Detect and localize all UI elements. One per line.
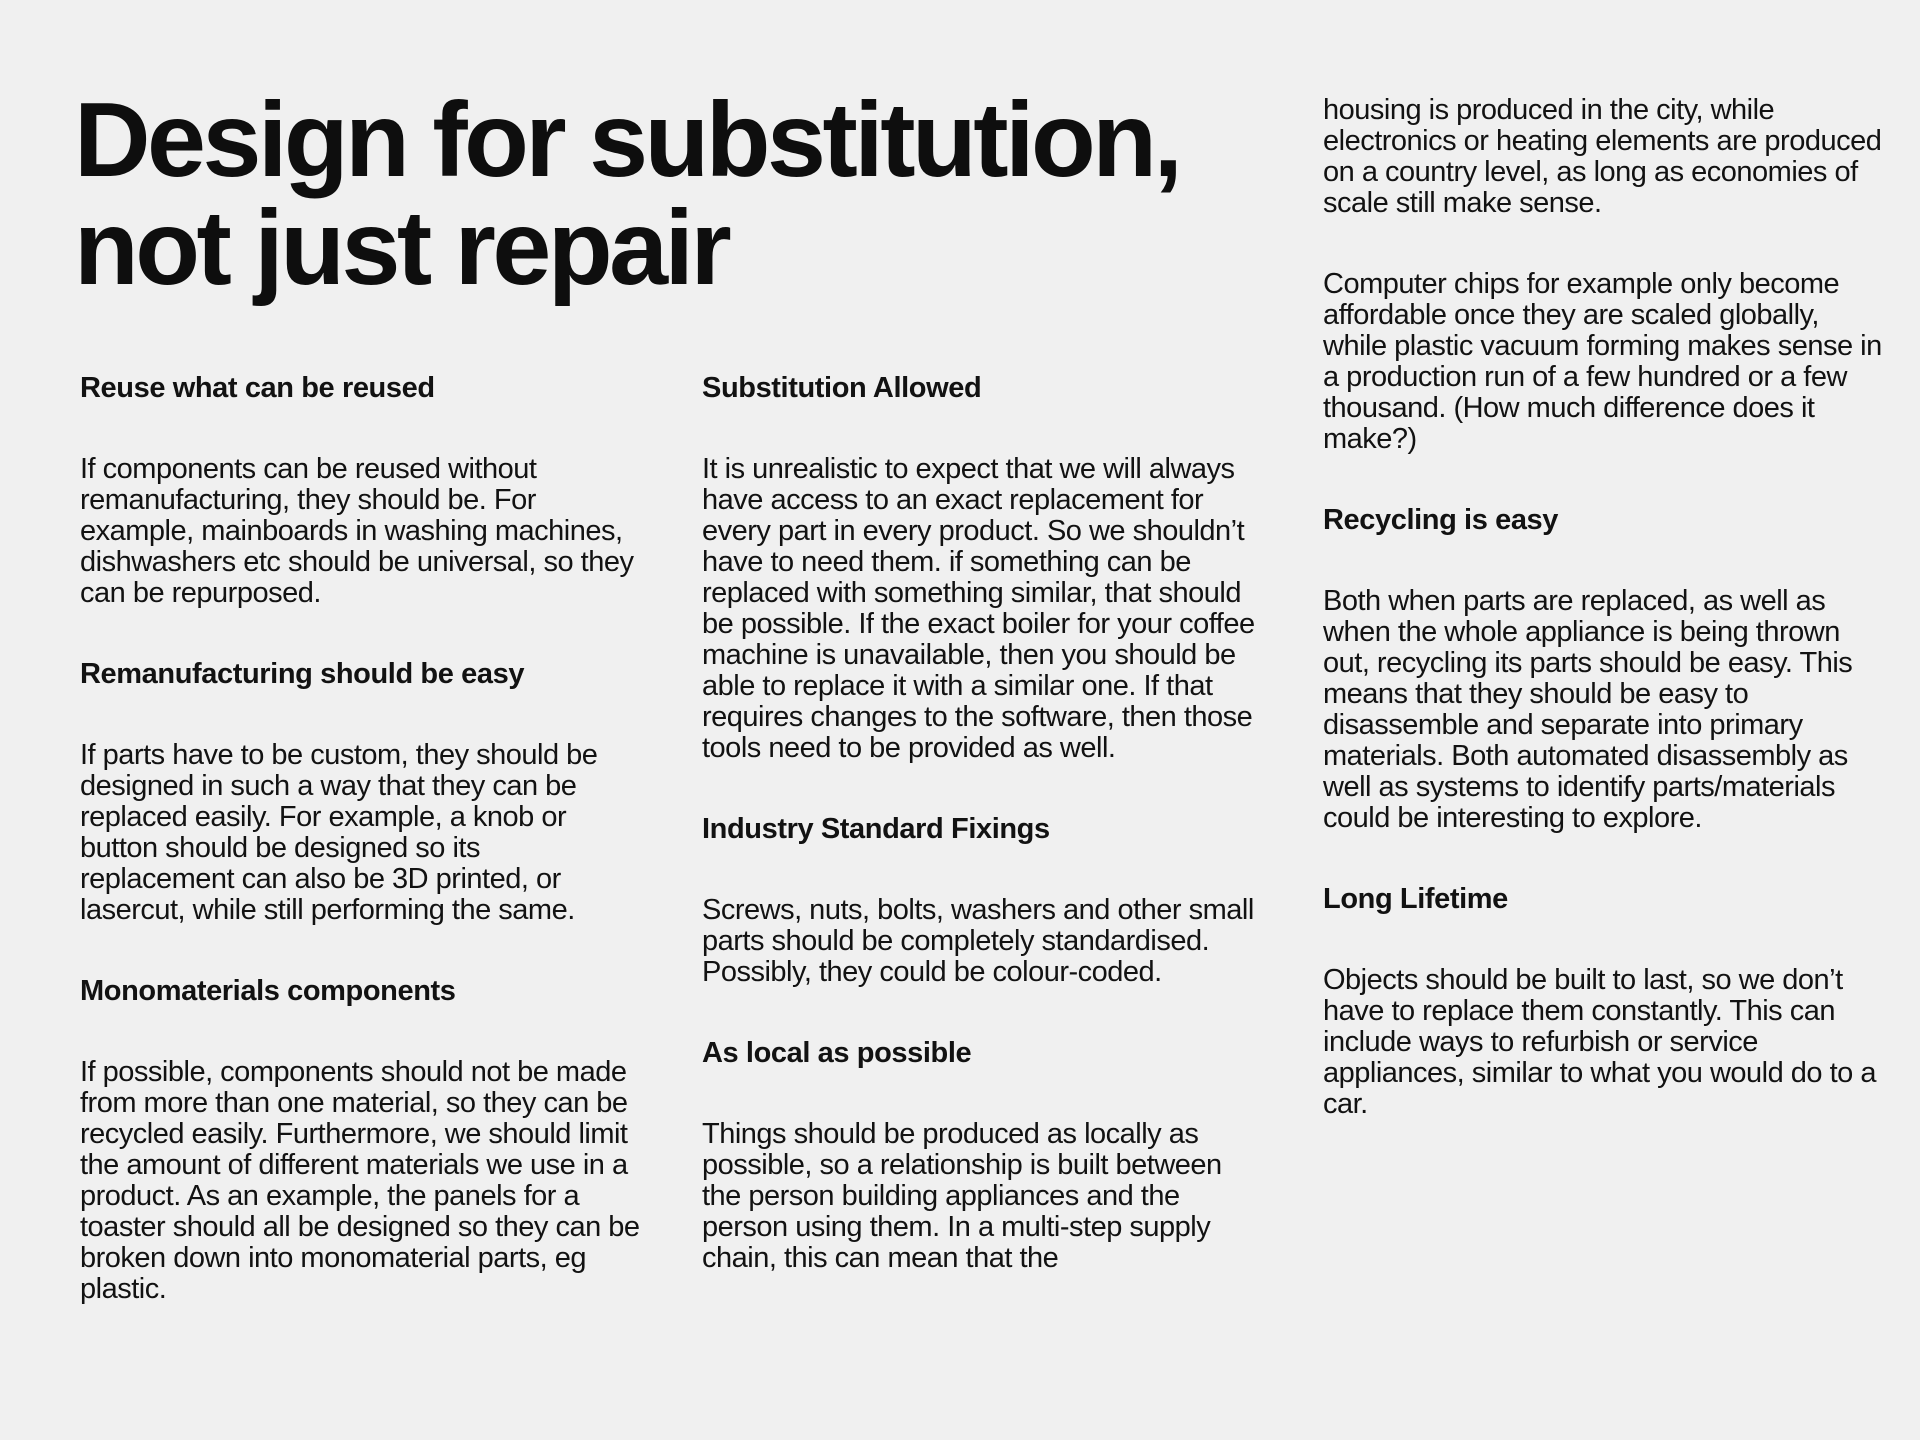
section-heading-local: As local as possible	[702, 1037, 972, 1069]
section-text-computer-chips: Computer chips for example only become affordable once they are scaled globally, while plastic vacuum forming makes sense in a production run of a few hundred or a few thousand. (How much difference does it make?)	[1323, 268, 1882, 455]
column-3	[1323, 95, 1883, 1170]
section-text-remanufacturing: If parts have to be custom, they should be designed in such a way that they can be replaced easily. For example, a knob or button should be designed so its replacement can also be 3D printed, or lasercut, while still performing the same.	[80, 739, 598, 926]
section-heading-fixings: Industry Standard Fixings	[702, 813, 1050, 845]
section-heading-substitution: Substitution Allowed	[702, 372, 982, 404]
section-text-local-continued: housing is produced in the city, while electronics or heating elements are produced on a country level, as long as economies of scale still make sense.	[1323, 94, 1882, 219]
section-text-reuse: If components can be reused without remanufacturing, they should be. For example, mainboards in washing machines, dishwashers etc should be universal, so they can be repurposed.	[80, 453, 634, 609]
page-title: Design for substitution, not just repair	[74, 81, 1180, 307]
section-heading-recycling: Recycling is easy	[1323, 504, 1559, 536]
section-text-substitution: It is unrealistic to expect that we will always have access to an exact replacement for every part in every product. So we shouldn’t have to need them. if something can be replaced with something similar, that should be possible. If the exact boiler for your coffee machine is unavailable, then you should be able to replace it with a similar one. If that requires changes to the software, then those tools need to be provided as well.	[702, 453, 1255, 764]
section-heading-reuse: Reuse what can be reused	[80, 372, 435, 404]
section-text-local: Things should be produced as locally as possible, so a relationship is built between the person building appliances and the person using them. In a multi-step supply chain, this can mean that the	[702, 1118, 1222, 1274]
section-heading-remanufacturing: Remanufacturing should be easy	[80, 658, 525, 690]
section-heading-monomaterials: Monomaterials components	[80, 975, 456, 1007]
section-text-fixings: Screws, nuts, bolts, washers and other small parts should be completely standardised. Possibly, they could be colour-coded.	[702, 894, 1254, 988]
column-1	[80, 373, 640, 1355]
section-text-lifetime: Objects should be built to last, so we don’t have to replace them constantly. This can include ways to refurbish or service appliances, similar to what you would do to a car.	[1323, 964, 1876, 1120]
section-text-recycling: Both when parts are replaced, as well as when the whole appliance is being thrown out, recycling its parts should be easy. This means that they should be easy to disassemble and separate into primary materials. Both automated disassembly as well as systems to identify parts/materials could be interesting to explore.	[1323, 585, 1853, 834]
section-heading-lifetime: Long Lifetime	[1323, 883, 1508, 915]
column-2	[702, 373, 1262, 1324]
section-text-monomaterials: If possible, components should not be made from more than one material, so they can be recycled easily. Furthermore, we should limit the amount of different materials we use in a product. As an example, the panels for a toaster should all be designed so they can be broken down into monomaterial parts, eg plastic.	[80, 1056, 640, 1305]
